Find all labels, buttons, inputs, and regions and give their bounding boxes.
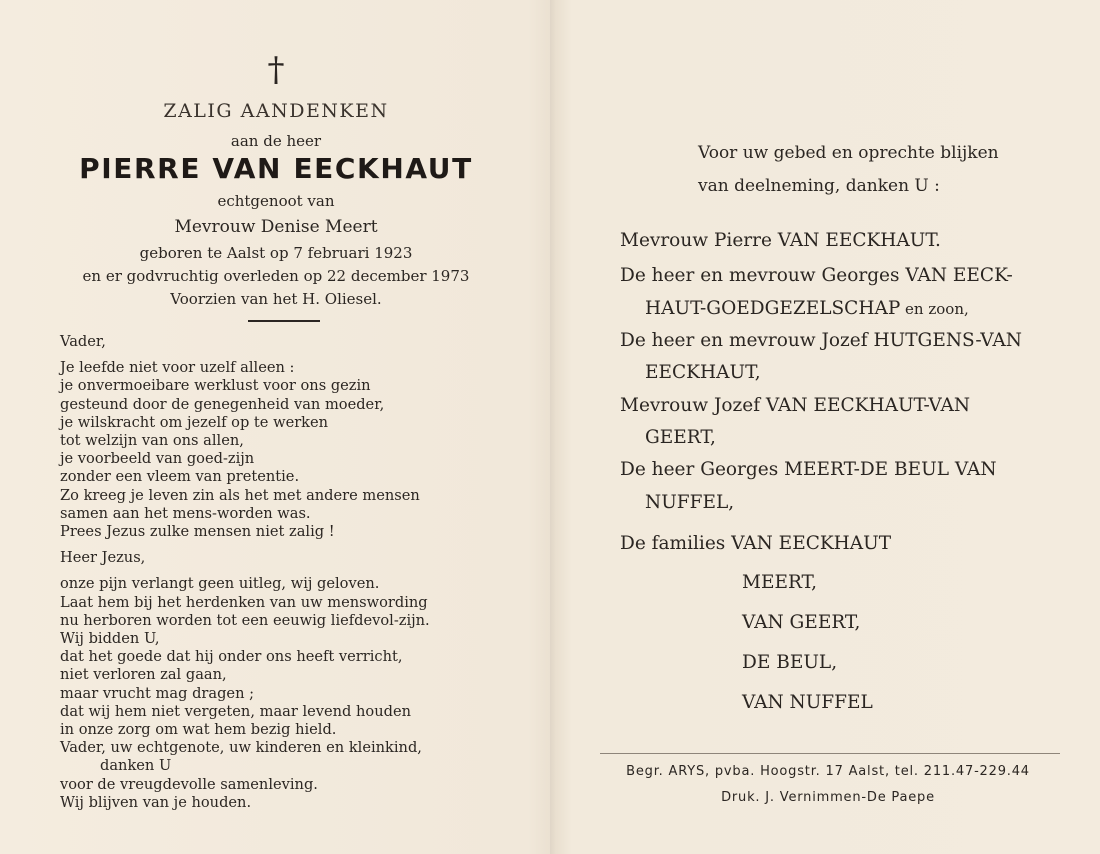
poem-line: Heer Jezus, xyxy=(60,549,146,567)
poem-line: danken U xyxy=(100,757,172,775)
poem-line: tot welzijn van ons allen, xyxy=(60,432,244,450)
poem-line: dat wij hem niet vergeten, maar levend houden xyxy=(60,702,411,720)
poem-line: Je leefde niet voor uzelf alleen : xyxy=(60,359,295,377)
divider xyxy=(248,320,320,322)
poem-line: samen aan het mens-worden was. xyxy=(60,504,311,522)
birth-line: geboren te Aalst op 7 februari 1923 xyxy=(139,244,413,262)
family-line: VAN NUFFEL xyxy=(742,692,873,713)
printer-line-2: Druk. J. Vernimmen-De Paepe xyxy=(721,790,935,805)
spouse-name: Mevrouw Denise Meert xyxy=(174,217,378,237)
thanks-line-2: van deelneming, danken U : xyxy=(698,176,940,196)
deceased-intro: aan de heer xyxy=(230,132,322,150)
family-line: Mevrouw Pierre VAN EECKHAUT. xyxy=(620,230,941,251)
family-line xyxy=(645,298,1085,319)
poem-line: in onze zorg om wat hem bezig hield. xyxy=(60,721,337,739)
family-line: MEERT, xyxy=(742,572,818,593)
family-line: DE BEUL, xyxy=(742,652,838,673)
poem-line: niet verloren zal gaan, xyxy=(60,666,227,684)
family-line: Mevrouw Jozef VAN EECKHAUT-VAN xyxy=(620,395,971,416)
family-line: De heer en mevrouw Jozef HUTGENS-VAN xyxy=(620,330,1022,351)
poem-line: Laat hem bij het herdenken van uw menswording xyxy=(60,593,428,611)
spouse-intro: echtgenoot van xyxy=(217,192,335,210)
poem-line: onze pijn verlangt geen uitleg, wij geloven. xyxy=(60,575,380,593)
poem-line: Vader, xyxy=(60,333,106,350)
family-line: De heer Georges MEERT-DE BEUL VAN xyxy=(620,459,997,480)
family-line: NUFFEL, xyxy=(645,492,735,513)
poem-line: gesteund door de genegenheid van moeder, xyxy=(60,395,385,413)
poem-line: zonder een vleem van pretentie. xyxy=(60,468,300,486)
death-line: en er godvruchtig overleden op 22 december 1973 xyxy=(82,267,470,285)
poem-line: nu herboren worden tot een eeuwig liefdevol-zijn. xyxy=(60,611,430,629)
family-suffix: en zoon, xyxy=(900,300,969,318)
poem-line: Wij blijven van je houden. xyxy=(60,793,252,811)
poem-line: Zo kreeg je leven zin als het met andere mensen xyxy=(60,486,420,504)
poem-line: je onvermoeibare werklust voor ons gezin xyxy=(60,377,371,395)
sacrament-line: Voorzien van het H. Oliesel. xyxy=(170,290,382,308)
cross-symbol: † xyxy=(267,50,285,90)
poem-line: je wilskracht om jezelf op te werken xyxy=(60,413,329,431)
poem-line: Prees Jezus zulke mensen niet zalig ! xyxy=(60,523,335,541)
poem-line: maar vrucht mag dragen ; xyxy=(60,684,255,702)
printer-line-1: Begr. ARYS, pvba. Hoogstr. 17 Aalst, tel. 211.47-229.44 xyxy=(626,764,1030,779)
poem-line: dat het goede dat hij onder ons heeft verricht, xyxy=(60,648,403,666)
poem-line: je voorbeeld van goed-zijn xyxy=(60,450,255,468)
family-line: EECKHAUT, xyxy=(645,362,761,383)
poem xyxy=(60,333,530,812)
deceased-name: PIERRE VAN EECKHAUT xyxy=(79,152,473,185)
divider xyxy=(600,753,1060,754)
family-line: VAN GEERT, xyxy=(742,612,861,633)
family-line: GEERT, xyxy=(645,427,716,448)
thanks-line-1: Voor uw gebed en oprechte blijken xyxy=(698,143,999,163)
poem-line: voor de vreugdevolle samenleving. xyxy=(60,775,318,793)
family-line: De families VAN EECKHAUT xyxy=(620,533,892,554)
poem-line: Vader, uw echtgenote, uw kinderen en kleinkind, xyxy=(60,739,422,757)
family-line: De heer en mevrouw Georges VAN EECK- xyxy=(620,265,1013,286)
poem-line: Wij bidden U, xyxy=(60,630,160,648)
memorial-title: ZALIG AANDENKEN xyxy=(163,100,389,122)
family-name: HAUT-GOEDGEZELSCHAP xyxy=(645,298,901,319)
